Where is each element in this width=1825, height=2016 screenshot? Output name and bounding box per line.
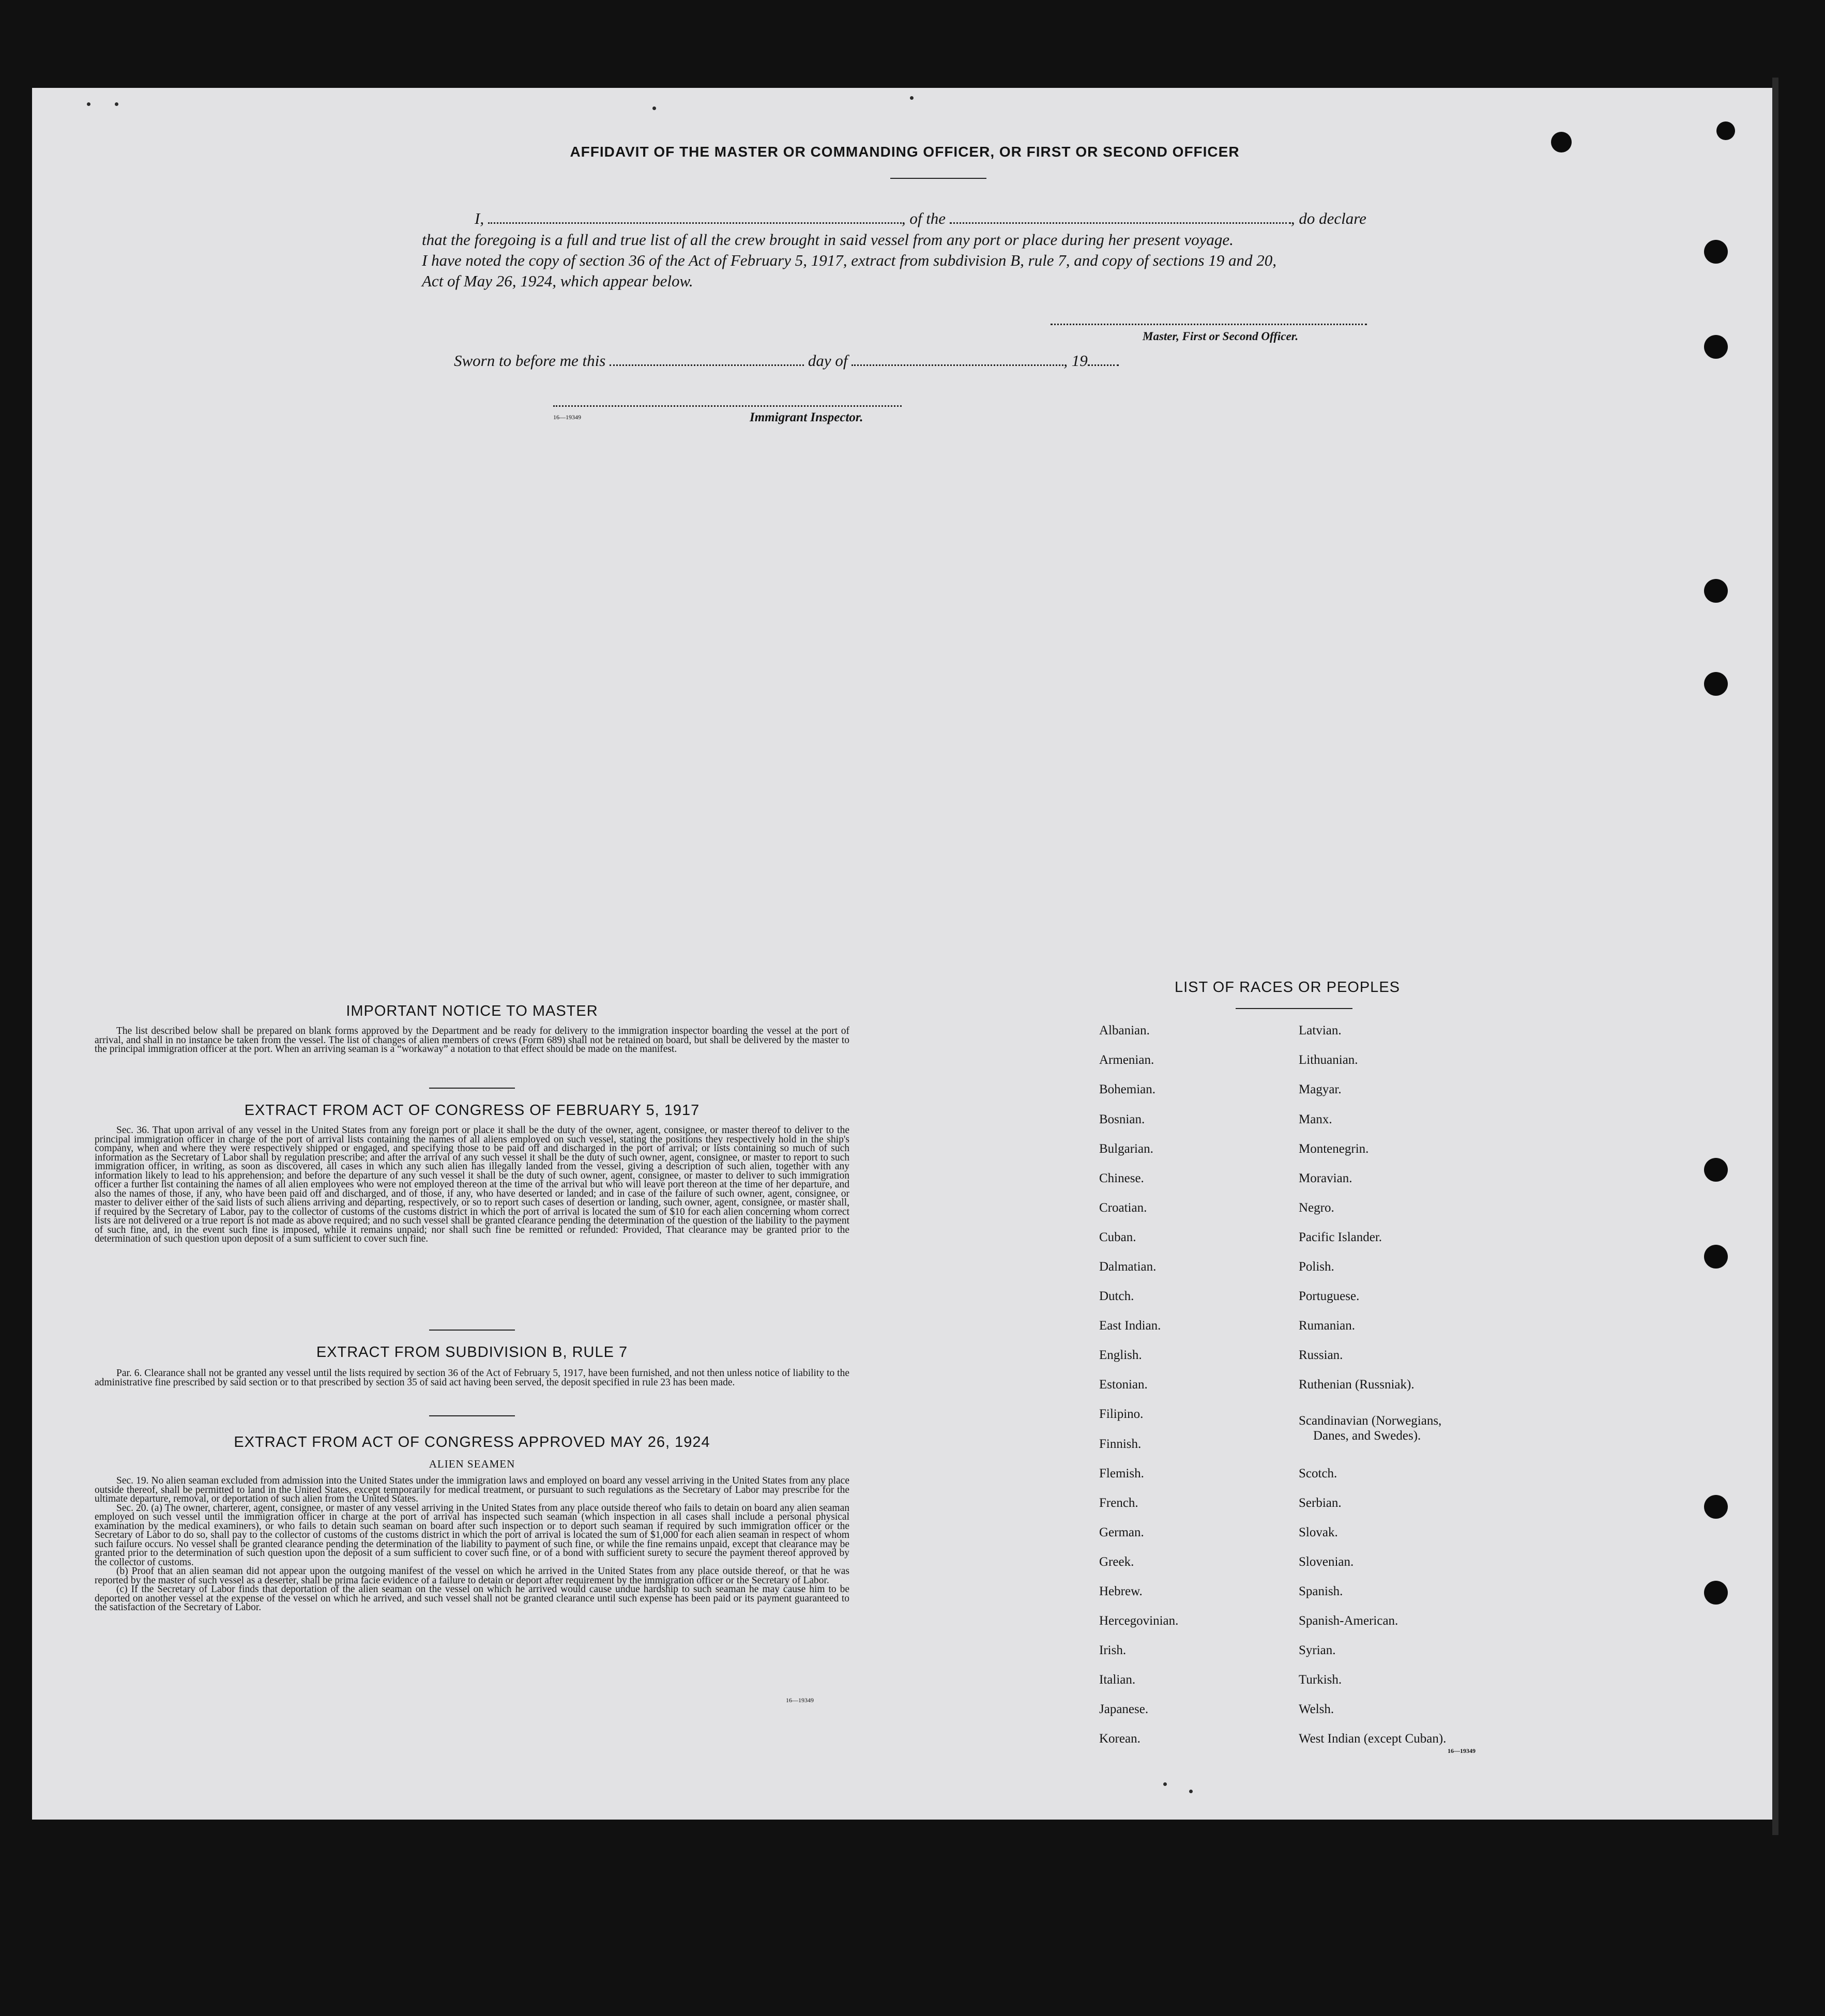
race-item: Welsh. bbox=[1299, 1702, 1334, 1716]
race-item: Rumanian. bbox=[1299, 1319, 1356, 1333]
race-item: Slovenian. bbox=[1299, 1555, 1354, 1569]
divider bbox=[429, 1088, 515, 1089]
declare-label: , do declare bbox=[1290, 209, 1366, 227]
races-title: LIST OF RACES OR PEOPLES bbox=[1174, 979, 1401, 996]
form-number: 16—19349 bbox=[553, 414, 581, 421]
punch-hole bbox=[1704, 672, 1728, 696]
race-item: French. bbox=[1099, 1496, 1138, 1510]
race-item: Pacific Islander. bbox=[1299, 1230, 1382, 1244]
act-1924-subtitle: ALIEN SEAMEN bbox=[429, 1458, 515, 1470]
act-1924-body bbox=[95, 1476, 849, 1612]
sworn-year-field[interactable] bbox=[1088, 361, 1119, 366]
act-1917-text: Sec. 36. That upon arrival of any vessel in the United States from any foreign port or place it shall be the duty of the owner, agent, consignee, or master thereof to deliver to the principal immigration officer in charge of the port of arrival lists containing the names of all aliens employed on such vessel, stating the positions they respectively hold in the ship's company, when and where they were respectively shipped or engaged, and specifying those to be paid off and discharged in the port of arrival; or lists containing so much of such information as the Secretary of Labor shall by regulation prescribe; and after the arrival of any such vessel it shall be the duty of such owner, agent, consignee, or master to report to such immigration officer, in writing, as soon as discovered, all cases in which any such alien has illegally landed from the vessel, giving a description of such alien, together with any information likely to lead to his apprehension; and before the departure of any such vessel it shall be the duty of such owner, agent, consignee, or master to deliver to such immigration officer a further list containing the names of all alien employees who were not employed thereon at the time of the arrival but who will leave port thereon at the time of her departure, and also the names of those, if any, who have been paid off and discharged, and of those, if any, who have deserted or landed; and in case of the failure of such owner, agent, consignee, or master to deliver either of the said lists of such aliens arriving and departing, respectively, or so to report such cases of desertion or landing, such owner, agent, consignee, or master shall, if required by the Secretary of Labor, pay to the collector of customs of the customs district in which the port of arrival is located the sum of $10 for each alien concerning whom correct lists are not delivered or a true report is not made as above required; and no such vessel shall be granted clearance pending the determination of the question of the liability to the payment of such fine, and, in the event such fine is imposed, while it remains unpaid; nor shall such fine be remitted or refunded: Provided, That clearance may be granted prior to the determination of such question upon deposit of a sum sufficient to cover such fine. bbox=[95, 1125, 849, 1244]
inspector-signature-field[interactable] bbox=[553, 405, 902, 407]
speck bbox=[652, 106, 656, 110]
race-item: Danes, and Swedes). bbox=[1313, 1429, 1421, 1443]
punch-hole bbox=[1704, 1581, 1728, 1605]
speck bbox=[87, 102, 90, 106]
speck bbox=[1189, 1790, 1193, 1793]
punch-hole bbox=[1704, 579, 1728, 603]
race-item: Irish. bbox=[1099, 1643, 1127, 1657]
race-item: West Indian (except Cuban). bbox=[1299, 1732, 1447, 1746]
race-item: Estonian. bbox=[1099, 1378, 1148, 1392]
race-item: Serbian. bbox=[1299, 1496, 1342, 1510]
race-item: Italian. bbox=[1099, 1673, 1136, 1687]
race-item: Bulgarian. bbox=[1099, 1142, 1153, 1156]
race-item: Croatian. bbox=[1099, 1201, 1147, 1215]
divider bbox=[429, 1415, 515, 1416]
race-item: Scandinavian (Norwegians, bbox=[1299, 1414, 1442, 1428]
race-item: Syrian. bbox=[1299, 1643, 1336, 1657]
race-item: Hercegovinian. bbox=[1099, 1614, 1179, 1628]
master-signature-field[interactable] bbox=[1051, 324, 1367, 325]
inspector-label: Immigrant Inspector. bbox=[750, 410, 863, 424]
race-item: Scotch. bbox=[1299, 1467, 1337, 1480]
race-item: Negro. bbox=[1299, 1201, 1334, 1215]
race-item: Manx. bbox=[1299, 1112, 1332, 1126]
sworn-day-field[interactable] bbox=[610, 361, 804, 366]
race-item: Japanese. bbox=[1099, 1702, 1149, 1716]
speck bbox=[910, 96, 914, 100]
race-item: Armenian. bbox=[1099, 1053, 1154, 1067]
punch-hole bbox=[1704, 240, 1728, 264]
race-item: Flemish. bbox=[1099, 1467, 1144, 1480]
race-item: East Indian. bbox=[1099, 1319, 1161, 1333]
sec-20a-text: Sec. 20. (a) The owner, charterer, agent, consignee, or master of any vessel arriving in the United States from any place outside thereof who fails to detain on board any alien seaman employed on such vessel until the immigration officer in charge at the port of arrival has inspected such seaman (which inspection in all cases shall include a personal physical examination by the medical examiners), or who fails to detain such seaman on board after such inspection or to deport such seaman if required by such immigration officer or the Secretary of Labor to do so, shall pay to the collector of customs of the customs district in which the port of arrival is located the sum of $1,000 for each alien seaman in respect of whom such failure occurs. No vessel shall be granted clearance pending the determination of the liability to payment of such fine, or while the fine remains unpaid, except that clearance may be granted prior to the determination of such question upon the deposit of a sum sufficient to cover such fine, or of a bond with sufficient surety to secure the payment thereof approved by the collector of customs. bbox=[95, 1502, 849, 1568]
affidavit-line-2: that the foregoing is a full and true list of all the crew brought in said vessel from any port or place during her present voyage. bbox=[422, 231, 1234, 249]
race-item: Spanish. bbox=[1299, 1584, 1343, 1598]
declarant-name-field[interactable] bbox=[488, 219, 902, 224]
divider bbox=[1236, 1008, 1352, 1009]
sec-19-text: Sec. 19. No alien seaman excluded from admission into the United States under the immigration laws and employed on board any vessel arriving in the United States from any place outside thereof, shall be permitted to land in the United States, except temporarily for medical treatment, or pursuant to such regulations as the Secretary of Labor may prescribe for the ultimate departure, removal, or deportation of such alien from the United States. bbox=[95, 1475, 849, 1504]
race-item: Magyar. bbox=[1299, 1082, 1342, 1096]
race-item: Korean. bbox=[1099, 1732, 1140, 1746]
speck bbox=[115, 102, 118, 106]
race-item: Portuguese. bbox=[1299, 1289, 1360, 1303]
form-number: 16—19349 bbox=[786, 1697, 814, 1704]
sec-20c-text: (c) If the Secretary of Labor finds that deportation of the alien seaman on the vessel on which he arrived would cause undue hardship to such seaman he may cause him to be deported on another vessel at the expense of the vessel on which he arrived, and such vessel shall not be granted clearance until such expense has been paid or its payment guaranteed to the satisfaction of the Secretary of Labor. bbox=[95, 1584, 849, 1613]
race-item: Montenegrin. bbox=[1299, 1142, 1369, 1156]
race-item: Cuban. bbox=[1099, 1230, 1136, 1244]
notice-title: IMPORTANT NOTICE TO MASTER bbox=[346, 1003, 598, 1019]
race-item: Russian. bbox=[1299, 1348, 1343, 1362]
day-of-label: day of bbox=[808, 352, 848, 370]
vessel-name-field[interactable] bbox=[950, 219, 1291, 224]
punch-hole bbox=[1716, 121, 1735, 140]
rule-7-text: Par. 6. Clearance shall not be granted any vessel until the lists required by section 36 of the Act of February 5, 1917, have been furnished, and not then unless notice of liability to the administrative fine prescribed by said section or to that prescribed by section 35 of said act having been served, the deposit specified in rule 23 has been made. bbox=[95, 1368, 849, 1388]
race-item: Dutch. bbox=[1099, 1289, 1134, 1303]
year-label: , 19 bbox=[1063, 352, 1088, 370]
race-item: Dalmatian. bbox=[1099, 1260, 1157, 1274]
sworn-line bbox=[454, 352, 1119, 370]
race-item: Latvian. bbox=[1299, 1024, 1342, 1037]
divider bbox=[890, 178, 986, 179]
race-item: Hebrew. bbox=[1099, 1584, 1143, 1598]
race-item: German. bbox=[1099, 1525, 1144, 1539]
race-item: Ruthenian (Russniak). bbox=[1299, 1378, 1415, 1392]
divider bbox=[429, 1330, 515, 1331]
race-item: Slovak. bbox=[1299, 1525, 1338, 1539]
punch-hole bbox=[1704, 1245, 1728, 1269]
speck bbox=[1163, 1782, 1167, 1786]
affidavit-line-3: I have noted the copy of section 36 of the Act of February 5, 1917, extract from subdivision B, rule 7, and copy of sections 19 and 20, bbox=[422, 251, 1277, 269]
act-1917-title: EXTRACT FROM ACT OF CONGRESS OF FEBRUARY 5, 1917 bbox=[244, 1102, 700, 1119]
race-item: Bosnian. bbox=[1099, 1112, 1145, 1126]
punch-hole bbox=[1704, 1495, 1728, 1519]
race-item: Moravian. bbox=[1299, 1171, 1352, 1185]
notice-text: The list described below shall be prepared on blank forms approved by the Department and be ready for delivery to the immigration inspector boarding the vessel at the port of arrival, and shall in no instance be taken from the vessel. The list of changes of alien members of crews (Form 689) shall not be retained on board, but shall be delivered by the master to the principal immigration officer at the port. When an arriving seaman is a “workaway” a notation to that effect should be made on the manifest. bbox=[95, 1026, 849, 1055]
master-signature-label: Master, First or Second Officer. bbox=[1143, 330, 1299, 343]
rule-7-title: EXTRACT FROM SUBDIVISION B, RULE 7 bbox=[316, 1344, 628, 1361]
declarant-label: I, bbox=[475, 209, 484, 227]
vessel-label: , of the bbox=[901, 209, 946, 227]
race-item: Lithuanian. bbox=[1299, 1053, 1358, 1067]
sec-20b-text: (b) Proof that an alien seaman did not appear upon the outgoing manifest of the vessel on which he arrived in the United States from any place outside thereof, or that he was reported by the master of such vessel as a deserter, shall be prima facie evidence of a failure to detain or deport after requirement by the immigration officer or the Secretary of Labor. bbox=[95, 1566, 849, 1586]
race-item: Turkish. bbox=[1299, 1673, 1342, 1687]
act-1924-title: EXTRACT FROM ACT OF CONGRESS APPROVED MAY 26, 1924 bbox=[234, 1434, 710, 1450]
affidavit-title: AFFIDAVIT OF THE MASTER OR COMMANDING OFFICER, OR FIRST OR SECOND OFFICER bbox=[570, 144, 1240, 160]
race-item: Filipino. bbox=[1099, 1407, 1144, 1421]
race-item: English. bbox=[1099, 1348, 1142, 1362]
sworn-month-field[interactable] bbox=[851, 361, 1063, 366]
punch-hole bbox=[1704, 1158, 1728, 1182]
film-frame-edge bbox=[1772, 78, 1778, 1835]
form-number: 16—19349 bbox=[1448, 1747, 1476, 1754]
affidavit-line-1 bbox=[475, 209, 1385, 228]
race-item: Polish. bbox=[1299, 1260, 1334, 1274]
punch-hole bbox=[1704, 335, 1728, 359]
race-item: Bohemian. bbox=[1099, 1082, 1156, 1096]
race-item: Finnish. bbox=[1099, 1437, 1142, 1451]
sworn-label: Sworn to before me this bbox=[454, 352, 606, 370]
race-item: Albanian. bbox=[1099, 1024, 1150, 1037]
punch-hole bbox=[1551, 132, 1572, 152]
affidavit-line-4: Act of May 26, 1924, which appear below. bbox=[422, 272, 693, 290]
race-item: Greek. bbox=[1099, 1555, 1134, 1569]
race-item: Chinese. bbox=[1099, 1171, 1144, 1185]
race-item: Spanish-American. bbox=[1299, 1614, 1398, 1628]
